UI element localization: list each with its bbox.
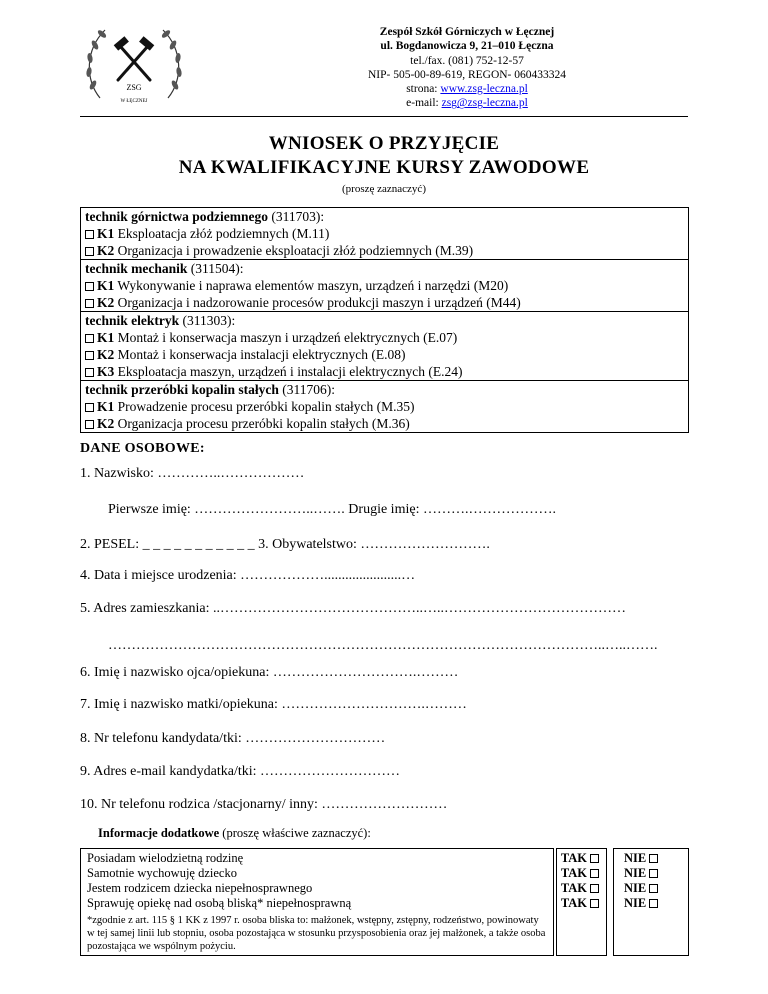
info-row-3: Sprawuję opiekę nad osobą bliską* niepełnosprawną	[87, 896, 352, 910]
course-group-code: (311504):	[190, 261, 244, 276]
course-group	[81, 260, 689, 312]
info-row-2: Jestem rodzicem dziecka niepełnosprawnego	[87, 881, 313, 895]
course-option[interactable]	[85, 277, 684, 294]
checkbox-icon[interactable]	[85, 282, 94, 291]
course-group-code: (311303):	[182, 313, 236, 328]
checkbox-icon[interactable]	[649, 884, 658, 893]
yes-column	[557, 849, 607, 956]
additional-info-heading-bold: Informacje dodatkowe	[98, 826, 220, 840]
checkbox-icon[interactable]	[590, 869, 599, 878]
course-group	[81, 208, 689, 260]
school-nip-regon: NIP- 505-00-89-619, REGON- 060433324	[367, 68, 567, 81]
course-group-code: (311703):	[271, 209, 325, 224]
additional-info-table	[80, 848, 689, 956]
course-group	[81, 381, 689, 433]
course-group-title	[85, 208, 684, 225]
school-logo	[80, 20, 188, 110]
svg-text:W ŁĘCZNEJ: W ŁĘCZNEJ	[120, 99, 148, 104]
checkbox-icon[interactable]	[85, 247, 94, 256]
course-group-name: technik elektryk	[85, 313, 180, 328]
course-option[interactable]	[85, 415, 684, 432]
checkbox-icon[interactable]	[85, 299, 94, 308]
info-questions-cell	[81, 849, 554, 956]
course-option[interactable]	[85, 363, 684, 380]
email-label: e-mail:	[406, 97, 439, 110]
yes-option[interactable]: TAK	[559, 866, 604, 881]
checkbox-icon[interactable]	[85, 403, 94, 412]
yes-option[interactable]: TAK	[559, 881, 604, 896]
course-label: Organizacja procesu przeróbki kopalin stałych (M.36)	[117, 416, 410, 431]
no-option[interactable]: NIE	[624, 881, 682, 896]
course-label: Eksploatacja złóż podziemnych (M.11)	[117, 226, 330, 241]
course-label: Organizacja i prowadzenie eksploatacji złóż podziemnych (M.39)	[117, 243, 474, 258]
course-group-title	[85, 260, 684, 277]
field-address-line-2[interactable]: ……………………………………………………………………………………………..…..…….	[108, 638, 658, 653]
course-group-name: technik mechanik	[85, 261, 188, 276]
course-label: Prowadzenie procesu przeróbki kopalin stałych (M.35)	[117, 399, 415, 414]
checkbox-icon[interactable]	[85, 351, 94, 360]
email-link[interactable]: zsg@zsg-leczna.pl	[441, 97, 528, 110]
field-pesel-citizenship[interactable]: 2. PESEL: _ _ _ _ _ _ _ _ _ _ _ 3. Obywatelstwo: ……………………….	[80, 537, 490, 552]
course-code: K3	[97, 364, 115, 379]
course-label: Organizacja i nadzorowanie procesów produkcji maszyn i urządzeń (M44)	[117, 295, 521, 310]
info-row-0: Posiadam wielodzietną rodzinę	[87, 851, 244, 865]
info-row-1: Samotnie wychowuję dziecko	[87, 866, 237, 880]
info-footnote: *zgodnie z art. 115 § 1 KK z 1997 r. osoba bliska to: małżonek, wstępny, zstępny, rodzeństwo, powinowaty w tej samej linii lub stopniu, osoba pozostająca w stosunku przysposobienia oraz jej małżonek, a także osoba pozostająca we wspólnym pożyciu.	[87, 915, 546, 952]
website-link[interactable]: www.zsg-leczna.pl	[440, 83, 528, 96]
additional-info-heading	[98, 826, 371, 841]
course-code: K2	[97, 243, 115, 258]
svg-text:ZSG: ZSG	[126, 83, 142, 92]
course-code: K1	[97, 278, 115, 293]
title-line-2: NA KWALIFIKACYJNE KURSY ZAWODOWE	[178, 157, 590, 178]
field-candidate-phone[interactable]: 8. Nr telefonu kandydata/tki: …………………………	[80, 731, 386, 746]
no-option[interactable]: NIE	[624, 866, 682, 881]
checkbox-icon[interactable]	[85, 420, 94, 429]
checkbox-icon[interactable]	[85, 334, 94, 343]
field-birth-date-place[interactable]: 4. Data i miejsce urodzenia: ………………......................…	[80, 568, 416, 583]
school-address: ul. Bogdanowicza 9, 21–010 Łęczna	[380, 40, 554, 53]
yes-option[interactable]: TAK	[559, 896, 604, 911]
field-address[interactable]: 5. Adres zamieszkania: ..……………………………………..…..…………………………………	[80, 601, 626, 616]
checkbox-icon[interactable]	[85, 230, 94, 239]
checkbox-icon[interactable]	[649, 854, 658, 863]
course-group-name: technik przeróbki kopalin stałych	[85, 382, 279, 397]
header-divider	[80, 116, 688, 117]
course-option[interactable]	[85, 225, 684, 242]
course-option[interactable]	[85, 242, 684, 259]
field-mother-name[interactable]: 7. Imię i nazwisko matki/opiekuna: ………………………….………	[80, 697, 467, 712]
course-code: K1	[97, 399, 115, 414]
field-first-second-name[interactable]: Pierwsze imię: ……………………..……. Drugie imię: ……….……………….	[108, 502, 556, 517]
course-option[interactable]	[85, 329, 684, 346]
school-name: Zespół Szkół Górniczych w Łęcznej	[379, 26, 555, 38]
form-subtitle: (proszę zaznaczyć)	[342, 183, 426, 195]
course-option[interactable]	[85, 346, 684, 363]
course-label: Montaż i konserwacja instalacji elektrycznych (E.08)	[117, 347, 406, 362]
course-group-name: technik górnictwa podziemnego	[85, 209, 268, 224]
course-code: K2	[97, 416, 115, 431]
checkbox-icon[interactable]	[649, 899, 658, 908]
course-code: K2	[97, 347, 115, 362]
field-surname[interactable]: 1. Nazwisko: …………..………………	[80, 466, 305, 481]
website-label: strona:	[406, 83, 438, 96]
course-label: Montaż i konserwacja maszyn i urządzeń elektrycznych (E.07)	[117, 330, 458, 345]
yes-option[interactable]: TAK	[559, 851, 604, 866]
course-option[interactable]	[85, 398, 684, 415]
checkbox-icon[interactable]	[590, 854, 599, 863]
course-label: Wykonywanie i naprawa elementów maszyn, urządzeń i narzędzi (M20)	[117, 278, 509, 293]
course-label: Eksploatacja maszyn, urządzeń i instalacji elektrycznych (E.24)	[117, 364, 463, 379]
school-header	[300, 25, 634, 111]
no-column	[614, 849, 689, 956]
checkbox-icon[interactable]	[590, 884, 599, 893]
no-option[interactable]: NIE	[624, 896, 682, 911]
school-phone: tel./fax. (081) 752-12-57	[410, 54, 524, 67]
field-father-name[interactable]: 6. Imię i nazwisko ojca/opiekuna: ………………………….………	[80, 665, 459, 680]
no-option[interactable]: NIE	[624, 851, 682, 866]
course-group	[81, 312, 689, 381]
course-group-title	[85, 381, 684, 398]
course-code: K1	[97, 330, 115, 345]
personal-data-heading: DANE OSOBOWE:	[80, 441, 205, 456]
course-code: K1	[97, 226, 115, 241]
courses-table	[80, 207, 689, 433]
checkbox-icon[interactable]	[85, 368, 94, 377]
checkbox-icon[interactable]	[590, 899, 599, 908]
form-title	[80, 132, 688, 180]
field-parent-phone[interactable]: 10. Nr telefonu rodzica /stacjonarny/ inny: ………………………	[80, 797, 448, 812]
course-option[interactable]	[85, 294, 684, 311]
course-group-title	[85, 312, 684, 329]
title-line-1: WNIOSEK O PRZYJĘCIE	[268, 133, 500, 154]
additional-info-heading-rest: (proszę właściwe zaznaczyć):	[222, 826, 371, 840]
course-group-code: (311706):	[282, 382, 336, 397]
field-candidate-email[interactable]: 9. Adres e-mail kandydatka/tki: …………………………	[80, 764, 401, 779]
course-code: K2	[97, 295, 115, 310]
checkbox-icon[interactable]	[649, 869, 658, 878]
